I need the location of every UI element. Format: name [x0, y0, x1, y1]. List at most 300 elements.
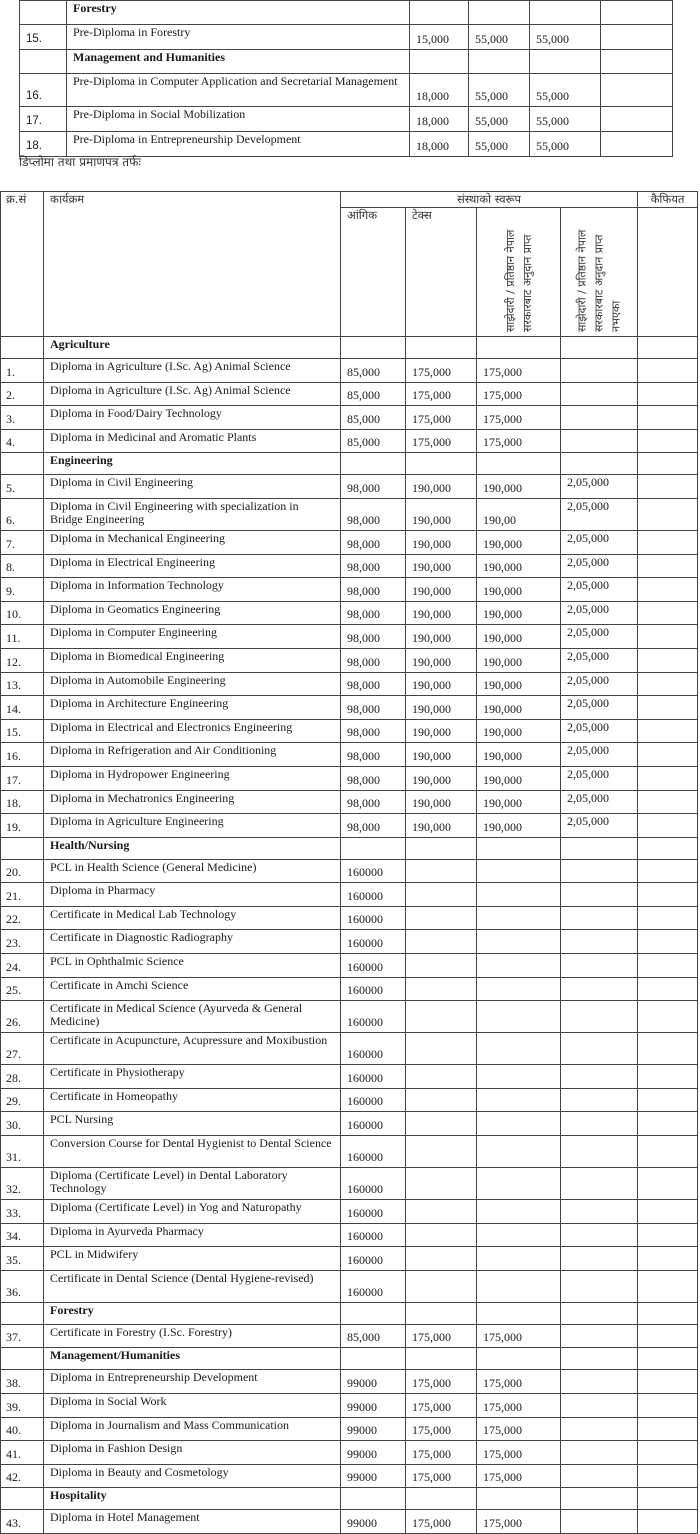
fee-partnership-no-grant: 2,05,000 — [561, 719, 638, 743]
fee-partnership-no-grant: 2,05,000 — [561, 554, 638, 578]
table-row — [1, 1247, 698, 1271]
serial-number: 17. — [20, 107, 67, 132]
program-name: Diploma (Certificate Level) in Yog and Naturopathy — [44, 1200, 341, 1224]
program-name: Diploma in Hotel Management — [44, 1510, 341, 1534]
program-name: Diploma in Electrical and Electronics Engineering — [44, 719, 341, 743]
remarks — [638, 498, 698, 530]
program-name: Diploma in Agriculture Engineering — [44, 814, 341, 838]
table-row — [1, 1510, 698, 1534]
fee-partnership-grant: 190,00 — [477, 498, 561, 530]
serial-number: 33. — [1, 1200, 44, 1224]
serial-number: 7. — [1, 530, 44, 554]
fee-partnership-grant: 190,000 — [477, 814, 561, 838]
fee-community: 160000 — [341, 1065, 406, 1089]
program-name: Certificate in Amchi Science — [44, 977, 341, 1001]
fee-tax — [406, 1168, 477, 1200]
fee-community: 98,000 — [341, 554, 406, 578]
table-row — [1, 883, 698, 907]
fee-partnership-no-grant — [561, 1088, 638, 1112]
remarks — [601, 107, 673, 132]
table-row — [1, 719, 698, 743]
fee-tax: 175,000 — [406, 359, 477, 383]
serial-number: 27. — [1, 1033, 44, 1065]
fee-tax: 175,000 — [406, 406, 477, 430]
fee-tax — [406, 954, 477, 978]
fee-community: 85,000 — [341, 359, 406, 383]
fee-partnership-no-grant — [561, 1394, 638, 1418]
serial-number: 16. — [20, 74, 67, 107]
fee-community: 99000 — [341, 1464, 406, 1488]
empty-cell — [561, 837, 638, 859]
program-name: Diploma in Food/Dairy Technology — [44, 406, 341, 430]
table-row — [1, 814, 698, 838]
remarks — [638, 1247, 698, 1271]
remarks — [638, 359, 698, 383]
table-row — [1, 930, 698, 954]
table-row — [1, 1136, 698, 1168]
fee-partnership-no-grant — [561, 930, 638, 954]
fee-partnership-no-grant — [561, 1223, 638, 1247]
category-row — [1, 1348, 698, 1370]
table-row — [1, 601, 698, 625]
fee-partnership-no-grant — [561, 1065, 638, 1089]
program-name: Diploma (Certificate Level) in Dental Laboratory Technology — [44, 1168, 341, 1200]
serial-number: 23. — [1, 930, 44, 954]
serial-number: 28. — [1, 1065, 44, 1089]
fee-tax: 190,000 — [406, 766, 477, 790]
fee-tax — [406, 1136, 477, 1168]
table-row — [1, 977, 698, 1001]
fee-partnership-grant — [477, 1136, 561, 1168]
fee-tax — [406, 1033, 477, 1065]
fee-partnership-grant — [477, 1247, 561, 1271]
fee-tax — [406, 883, 477, 907]
program-name: Diploma in Beauty and Cosmetology — [44, 1464, 341, 1488]
fee-partnership-no-grant — [561, 1200, 638, 1224]
fee-community: 160000 — [341, 1001, 406, 1033]
program-name: Diploma in Civil Engineering — [44, 475, 341, 499]
fee-tax — [406, 859, 477, 883]
empty-cell — [561, 337, 638, 359]
serial-number: 26. — [1, 1001, 44, 1033]
table-row — [1, 498, 698, 530]
program-name: Diploma in Refrigeration and Air Conditioning — [44, 743, 341, 767]
remarks — [638, 977, 698, 1001]
header-partnership-no-grant: साझेदारी / प्रतिष्ठान नेपाल सरकारबाट अनुदान प्राप्त नभएका — [575, 229, 623, 332]
category-row — [20, 50, 673, 74]
fee-tax: 190,000 — [406, 601, 477, 625]
header-partnership-no-grant-cell — [561, 208, 638, 337]
table-row — [1, 578, 698, 602]
remarks — [638, 814, 698, 838]
fee-partnership-no-grant — [561, 906, 638, 930]
fee-partnership-no-grant — [561, 859, 638, 883]
empty-cell — [406, 1348, 477, 1370]
fee-tax: 175,000 — [406, 1441, 477, 1465]
fee-tax: 175,000 — [406, 1417, 477, 1441]
serial-number: 31. — [1, 1136, 44, 1168]
remarks — [638, 1441, 698, 1465]
fee-partnership-grant: 190,000 — [477, 578, 561, 602]
table-row — [1, 648, 698, 672]
fee-partnership-grant: 175,000 — [477, 1510, 561, 1534]
fee-community: 15,000 — [410, 25, 469, 50]
fee-partnership-no-grant: 2,05,000 — [561, 790, 638, 814]
fee-partnership-no-grant — [561, 1247, 638, 1271]
table-row — [1, 359, 698, 383]
fee-tax: 175,000 — [406, 1464, 477, 1488]
empty-cell — [406, 1488, 477, 1510]
serial-number: 43. — [1, 1510, 44, 1534]
program-name: PCL in Health Science (General Medicine) — [44, 859, 341, 883]
fee-community: 18,000 — [410, 74, 469, 107]
remarks — [638, 1033, 698, 1065]
fee-partnership-no-grant — [561, 406, 638, 430]
table-row — [1, 1441, 698, 1465]
empty-cell — [477, 837, 561, 859]
fee-community: 99000 — [341, 1394, 406, 1418]
fee-partnership-no-grant: 2,05,000 — [561, 578, 638, 602]
fee-community: 98,000 — [341, 766, 406, 790]
remarks — [638, 578, 698, 602]
header-partnership-grant-cell — [477, 208, 561, 337]
fee-partnership-no-grant: 2,05,000 — [561, 498, 638, 530]
serial-cell-empty — [1, 453, 44, 475]
empty-cell — [638, 453, 698, 475]
remarks — [638, 1464, 698, 1488]
serial-number: 2. — [1, 382, 44, 406]
remarks — [638, 1001, 698, 1033]
fee-community: 160000 — [341, 1223, 406, 1247]
empty-cell — [341, 453, 406, 475]
header-serial-number: क्र.सं — [1, 192, 44, 337]
empty-cell — [638, 837, 698, 859]
table-row — [1, 554, 698, 578]
table-row — [1, 530, 698, 554]
program-name: Diploma in Electrical Engineering — [44, 554, 341, 578]
category-row — [20, 1, 673, 25]
serial-cell-empty — [20, 50, 67, 74]
fee-community: 160000 — [341, 1247, 406, 1271]
category-label: Forestry — [67, 1, 410, 25]
empty-cell — [341, 1488, 406, 1510]
fee-partnership-grant — [477, 1112, 561, 1136]
fee-community: 85,000 — [341, 382, 406, 406]
fee-community: 160000 — [341, 1033, 406, 1065]
serial-number: 10. — [1, 601, 44, 625]
remarks — [638, 1394, 698, 1418]
fee-partnership: 55,000 — [530, 74, 601, 107]
remarks — [638, 1112, 698, 1136]
serial-number: 14. — [1, 696, 44, 720]
fee-partnership-grant: 175,000 — [477, 1464, 561, 1488]
fee-tax: 175,000 — [406, 382, 477, 406]
fee-community: 98,000 — [341, 578, 406, 602]
table-row — [1, 1464, 698, 1488]
fee-community: 98,000 — [341, 814, 406, 838]
empty-cell — [477, 1348, 561, 1370]
empty-cell — [406, 837, 477, 859]
remarks — [638, 530, 698, 554]
category-label: Management/Humanities — [44, 1348, 341, 1370]
fee-partnership-grant: 190,000 — [477, 766, 561, 790]
remarks — [638, 743, 698, 767]
fee-partnership-grant: 190,000 — [477, 648, 561, 672]
fee-community: 99000 — [341, 1441, 406, 1465]
table-row — [1, 382, 698, 406]
program-name: Certificate in Homeopathy — [44, 1088, 341, 1112]
fee-partnership-no-grant — [561, 1441, 638, 1465]
serial-number: 3. — [1, 406, 44, 430]
program-name: Certificate in Physiotherapy — [44, 1065, 341, 1089]
fee-tax — [406, 1065, 477, 1089]
category-label: Engineering — [44, 453, 341, 475]
empty-cell — [561, 1488, 638, 1510]
fee-partnership-no-grant — [561, 1168, 638, 1200]
program-name: Diploma in Information Technology — [44, 578, 341, 602]
table-row — [1, 429, 698, 453]
table-row — [1, 1065, 698, 1089]
serial-number: 18. — [1, 790, 44, 814]
fee-community: 18,000 — [410, 132, 469, 157]
fee-community: 98,000 — [341, 790, 406, 814]
table-row — [1, 625, 698, 649]
fee-tax — [406, 1088, 477, 1112]
fee-community: 85,000 — [341, 406, 406, 430]
program-name: Diploma in Fashion Design — [44, 1441, 341, 1465]
fee-tax: 190,000 — [406, 625, 477, 649]
serial-number: 19. — [1, 814, 44, 838]
empty-cell — [341, 1348, 406, 1370]
fee-tax — [406, 1200, 477, 1224]
fee-partnership-grant — [477, 1088, 561, 1112]
fee-tax: 175,000 — [406, 429, 477, 453]
empty-cell — [477, 453, 561, 475]
remarks — [638, 696, 698, 720]
program-name: Certificate in Medical Lab Technology — [44, 906, 341, 930]
remarks — [638, 1417, 698, 1441]
fee-tax: 55,000 — [469, 107, 530, 132]
fee-community: 99000 — [341, 1510, 406, 1534]
remarks — [601, 132, 673, 157]
fee-partnership-no-grant — [561, 1324, 638, 1348]
empty-cell — [341, 1302, 406, 1324]
fee-partnership-no-grant — [561, 1417, 638, 1441]
fee-partnership-no-grant: 2,05,000 — [561, 743, 638, 767]
remarks — [638, 1136, 698, 1168]
fee-tax: 190,000 — [406, 554, 477, 578]
fee-community: 98,000 — [341, 648, 406, 672]
remarks — [638, 382, 698, 406]
table-row — [1, 1033, 698, 1065]
fee-tax: 175,000 — [406, 1510, 477, 1534]
table-row — [1, 1088, 698, 1112]
program-name: Conversion Course for Dental Hygienist to Dental Science — [44, 1136, 341, 1168]
empty-cell — [601, 50, 673, 74]
category-label: Health/Nursing — [44, 837, 341, 859]
fee-partnership-no-grant — [561, 382, 638, 406]
program-name: Diploma in Ayurveda Pharmacy — [44, 1223, 341, 1247]
fee-community: 98,000 — [341, 625, 406, 649]
category-row — [1, 337, 698, 359]
fee-tax — [406, 977, 477, 1001]
remarks — [638, 672, 698, 696]
program-name: Certificate in Acupuncture, Acupressure and Moxibustion — [44, 1033, 341, 1065]
remarks — [638, 601, 698, 625]
fee-partnership-grant — [477, 954, 561, 978]
serial-number: 4. — [1, 429, 44, 453]
fee-partnership-grant: 175,000 — [477, 1370, 561, 1394]
table-row — [20, 74, 673, 107]
program-name: PCL in Midwifery — [44, 1247, 341, 1271]
table-row — [1, 766, 698, 790]
fee-community: 98,000 — [341, 601, 406, 625]
program-name: Pre-Diploma in Forestry — [67, 25, 410, 50]
empty-cell — [561, 1302, 638, 1324]
program-name: Diploma in Geomatics Engineering — [44, 601, 341, 625]
serial-number: 39. — [1, 1394, 44, 1418]
serial-cell-empty — [1, 337, 44, 359]
fee-partnership-grant — [477, 930, 561, 954]
serial-number: 37. — [1, 1324, 44, 1348]
table-row — [1, 1200, 698, 1224]
fee-tax: 190,000 — [406, 578, 477, 602]
category-row — [1, 453, 698, 475]
serial-number: 15. — [20, 25, 67, 50]
table-row — [1, 1168, 698, 1200]
fee-partnership-grant — [477, 883, 561, 907]
serial-number: 11. — [1, 625, 44, 649]
fee-community: 98,000 — [341, 719, 406, 743]
fee-tax: 190,000 — [406, 672, 477, 696]
serial-cell-empty — [1, 1348, 44, 1370]
fee-partnership-no-grant — [561, 1464, 638, 1488]
serial-number: 1. — [1, 359, 44, 383]
serial-number: 25. — [1, 977, 44, 1001]
program-name: Certificate in Diagnostic Radiography — [44, 930, 341, 954]
remarks — [638, 766, 698, 790]
fee-tax — [406, 1112, 477, 1136]
fee-community: 18,000 — [410, 107, 469, 132]
table-row — [20, 107, 673, 132]
fee-partnership-no-grant: 2,05,000 — [561, 696, 638, 720]
fee-partnership-grant — [477, 977, 561, 1001]
remarks — [638, 406, 698, 430]
empty-cell — [410, 1, 469, 25]
empty-cell — [561, 453, 638, 475]
empty-cell — [406, 1302, 477, 1324]
header-institution-type: संस्थाको स्वरूप — [341, 192, 638, 208]
fee-partnership-no-grant — [561, 883, 638, 907]
fee-tax: 190,000 — [406, 498, 477, 530]
fee-partnership-grant — [477, 859, 561, 883]
fee-partnership-grant — [477, 1168, 561, 1200]
table-row — [1, 954, 698, 978]
fee-partnership-no-grant — [561, 359, 638, 383]
serial-number: 21. — [1, 883, 44, 907]
fee-partnership-grant: 190,000 — [477, 554, 561, 578]
fee-partnership-grant: 175,000 — [477, 382, 561, 406]
fee-community: 160000 — [341, 954, 406, 978]
section-heading: डिप्लोमा तथा प्रमाणपत्र तर्फः — [19, 155, 141, 169]
program-name: Diploma in Civil Engineering with specialization in Bridge Engineering — [44, 498, 341, 530]
fee-partnership-no-grant — [561, 977, 638, 1001]
remarks — [638, 1324, 698, 1348]
fee-partnership-grant: 175,000 — [477, 1324, 561, 1348]
program-name: Pre-Diploma in Computer Application and Secretarial Management — [67, 74, 410, 107]
fee-community: 98,000 — [341, 475, 406, 499]
fee-partnership-grant — [477, 906, 561, 930]
serial-cell-empty — [1, 1488, 44, 1510]
table-row — [1, 1417, 698, 1441]
table-row — [1, 1394, 698, 1418]
program-name: Diploma in Hydropower Engineering — [44, 766, 341, 790]
serial-number: 42. — [1, 1464, 44, 1488]
fee-partnership-no-grant — [561, 429, 638, 453]
fee-community: 85,000 — [341, 1324, 406, 1348]
fee-partnership-no-grant: 2,05,000 — [561, 648, 638, 672]
fee-partnership-no-grant: 2,05,000 — [561, 601, 638, 625]
serial-number: 9. — [1, 578, 44, 602]
empty-cell — [341, 337, 406, 359]
remarks — [638, 954, 698, 978]
empty-cell — [638, 337, 698, 359]
remarks — [638, 1223, 698, 1247]
program-name: Diploma in Agriculture (I.Sc. Ag) Animal Science — [44, 382, 341, 406]
serial-number: 13. — [1, 672, 44, 696]
table-row — [1, 1112, 698, 1136]
fee-partnership-grant — [477, 1270, 561, 1302]
remarks — [638, 930, 698, 954]
fee-tax: 55,000 — [469, 132, 530, 157]
program-name: Pre-Diploma in Social Mobilization — [67, 107, 410, 132]
fee-partnership-grant: 190,000 — [477, 743, 561, 767]
fee-community: 160000 — [341, 1136, 406, 1168]
empty-cell — [530, 1, 601, 25]
fee-partnership-no-grant: 2,05,000 — [561, 814, 638, 838]
serial-number: 40. — [1, 1417, 44, 1441]
serial-number: 30. — [1, 1112, 44, 1136]
fee-partnership-grant: 175,000 — [477, 1394, 561, 1418]
program-name: Diploma in Pharmacy — [44, 883, 341, 907]
program-name: Diploma in Medicinal and Aromatic Plants — [44, 429, 341, 453]
fee-tax: 175,000 — [406, 1370, 477, 1394]
fee-partnership-grant: 175,000 — [477, 406, 561, 430]
fee-partnership-no-grant — [561, 1370, 638, 1394]
program-name: PCL Nursing — [44, 1112, 341, 1136]
fee-community: 160000 — [341, 977, 406, 1001]
remarks — [638, 648, 698, 672]
table-row — [1, 696, 698, 720]
serial-number: 17. — [1, 766, 44, 790]
program-name: Diploma in Architecture Engineering — [44, 696, 341, 720]
remarks — [638, 1065, 698, 1089]
fee-tax — [406, 1247, 477, 1271]
fee-tax — [406, 1223, 477, 1247]
remarks — [638, 554, 698, 578]
header-community: आंगिक — [341, 208, 406, 337]
serial-cell-empty — [20, 1, 67, 25]
table-row — [1, 1223, 698, 1247]
serial-number: 15. — [1, 719, 44, 743]
empty-cell — [477, 337, 561, 359]
fee-partnership: 55,000 — [530, 25, 601, 50]
header-row — [1, 192, 698, 208]
empty-cell — [477, 1302, 561, 1324]
fee-tax: 55,000 — [469, 25, 530, 50]
fee-tax — [406, 1001, 477, 1033]
fee-tax — [406, 906, 477, 930]
